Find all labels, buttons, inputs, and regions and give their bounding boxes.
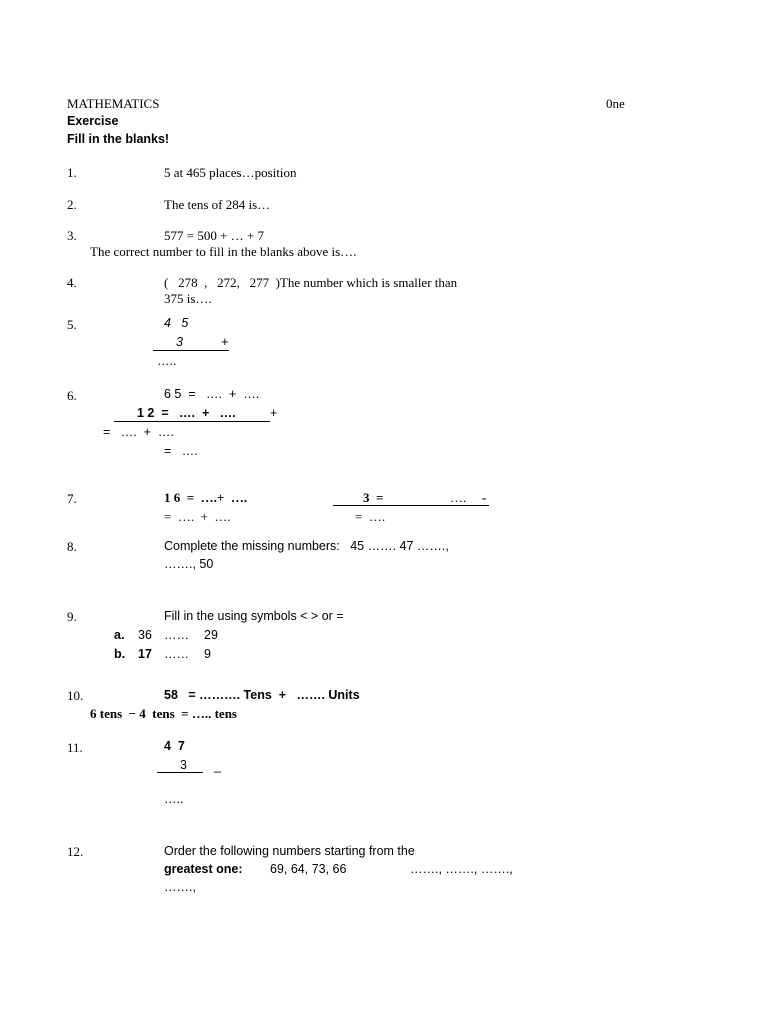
- minus-operator: -: [482, 490, 487, 505]
- section-heading: Exercise: [67, 114, 119, 128]
- question-number: 7.: [67, 491, 77, 506]
- item-label: a.: [114, 628, 125, 642]
- item-blank: ……: [164, 628, 189, 642]
- question-number: 11.: [67, 740, 83, 755]
- equation-line-3: = …. + ….: [103, 425, 174, 439]
- question-subtext: The correct number to fill in the blanks above is….: [90, 244, 357, 259]
- addend-top: 4 5: [164, 316, 189, 330]
- instruction-heading: Fill in the blanks!: [67, 132, 170, 146]
- item-left-value: 17: [138, 647, 152, 661]
- equation-right-2: = ….: [355, 509, 386, 524]
- question-text-continued: ……., 50: [164, 557, 214, 571]
- question-text-continued: greatest one:: [164, 862, 243, 876]
- question-number: 5.: [67, 317, 77, 332]
- question-number: 1.: [67, 165, 77, 180]
- plus-operator: +: [221, 335, 229, 349]
- question-text: Order the following numbers starting from the: [164, 844, 415, 858]
- item-blank: ……: [164, 647, 189, 661]
- question-text: 5 at 465 places…position: [164, 165, 297, 180]
- equation-right-blank: ….: [450, 490, 467, 505]
- plus-operator: +: [270, 406, 278, 420]
- minuend: 4 7: [164, 739, 185, 753]
- question-number: 2.: [67, 197, 77, 212]
- answer-blank: …..: [157, 354, 177, 368]
- question-number: 9.: [67, 609, 77, 624]
- question-number: 3.: [67, 228, 77, 243]
- answer-blanks: ……., ……., …….,: [410, 862, 513, 876]
- question-number: 4.: [67, 275, 77, 290]
- difference-line: [157, 772, 203, 773]
- question-subtext: 6 tens − 4 tens = ….. tens: [90, 706, 237, 721]
- question-text: The tens of 284 is…: [164, 197, 271, 212]
- number-set: 69, 64, 73, 66: [270, 862, 347, 876]
- question-text: 577 = 500 + … + 7: [164, 228, 264, 243]
- sum-line: [114, 421, 270, 422]
- sum-line: [153, 350, 229, 351]
- item-left-value: 36: [138, 628, 152, 642]
- equation-line-1: 6 5 = …. + ….: [164, 387, 260, 401]
- question-text: Fill in the using symbols < > or =: [164, 609, 344, 623]
- equation-right-1: 3 =: [363, 490, 384, 505]
- question-text: Complete the missing numbers: 45 ……. 47 …….,: [164, 539, 449, 553]
- question-text: 58 = ………. Tens + ……. Units: [164, 688, 360, 702]
- question-number: 12.: [67, 844, 84, 859]
- difference-line: [333, 505, 489, 506]
- answer-blank: …..: [164, 792, 184, 806]
- question-text-continued: 375 is….: [164, 291, 212, 306]
- subject-title: MATHEMATICS: [67, 96, 160, 111]
- minus-operator: _: [214, 759, 221, 773]
- equation-line-4: = ….: [164, 444, 198, 458]
- question-number: 8.: [67, 539, 77, 554]
- item-right-value: 9: [204, 647, 211, 661]
- equation-left-2: = …. + ….: [164, 509, 231, 524]
- answer-blank-last: …….,: [164, 880, 196, 894]
- item-label: b.: [114, 647, 126, 661]
- page-label: 0ne: [606, 96, 625, 111]
- question-number: 6.: [67, 388, 77, 403]
- subtrahend: 3: [180, 758, 187, 772]
- addend-bottom: 3: [176, 335, 183, 349]
- equation-line-2: 1 2 = …. + ….: [137, 406, 236, 420]
- question-number: 10.: [67, 688, 84, 703]
- equation-left-1: 1 6 = ….+ ….: [164, 490, 248, 505]
- item-right-value: 29: [204, 628, 218, 642]
- question-text: ( 278 , 272, 277 )The number which is smaller than: [164, 275, 458, 290]
